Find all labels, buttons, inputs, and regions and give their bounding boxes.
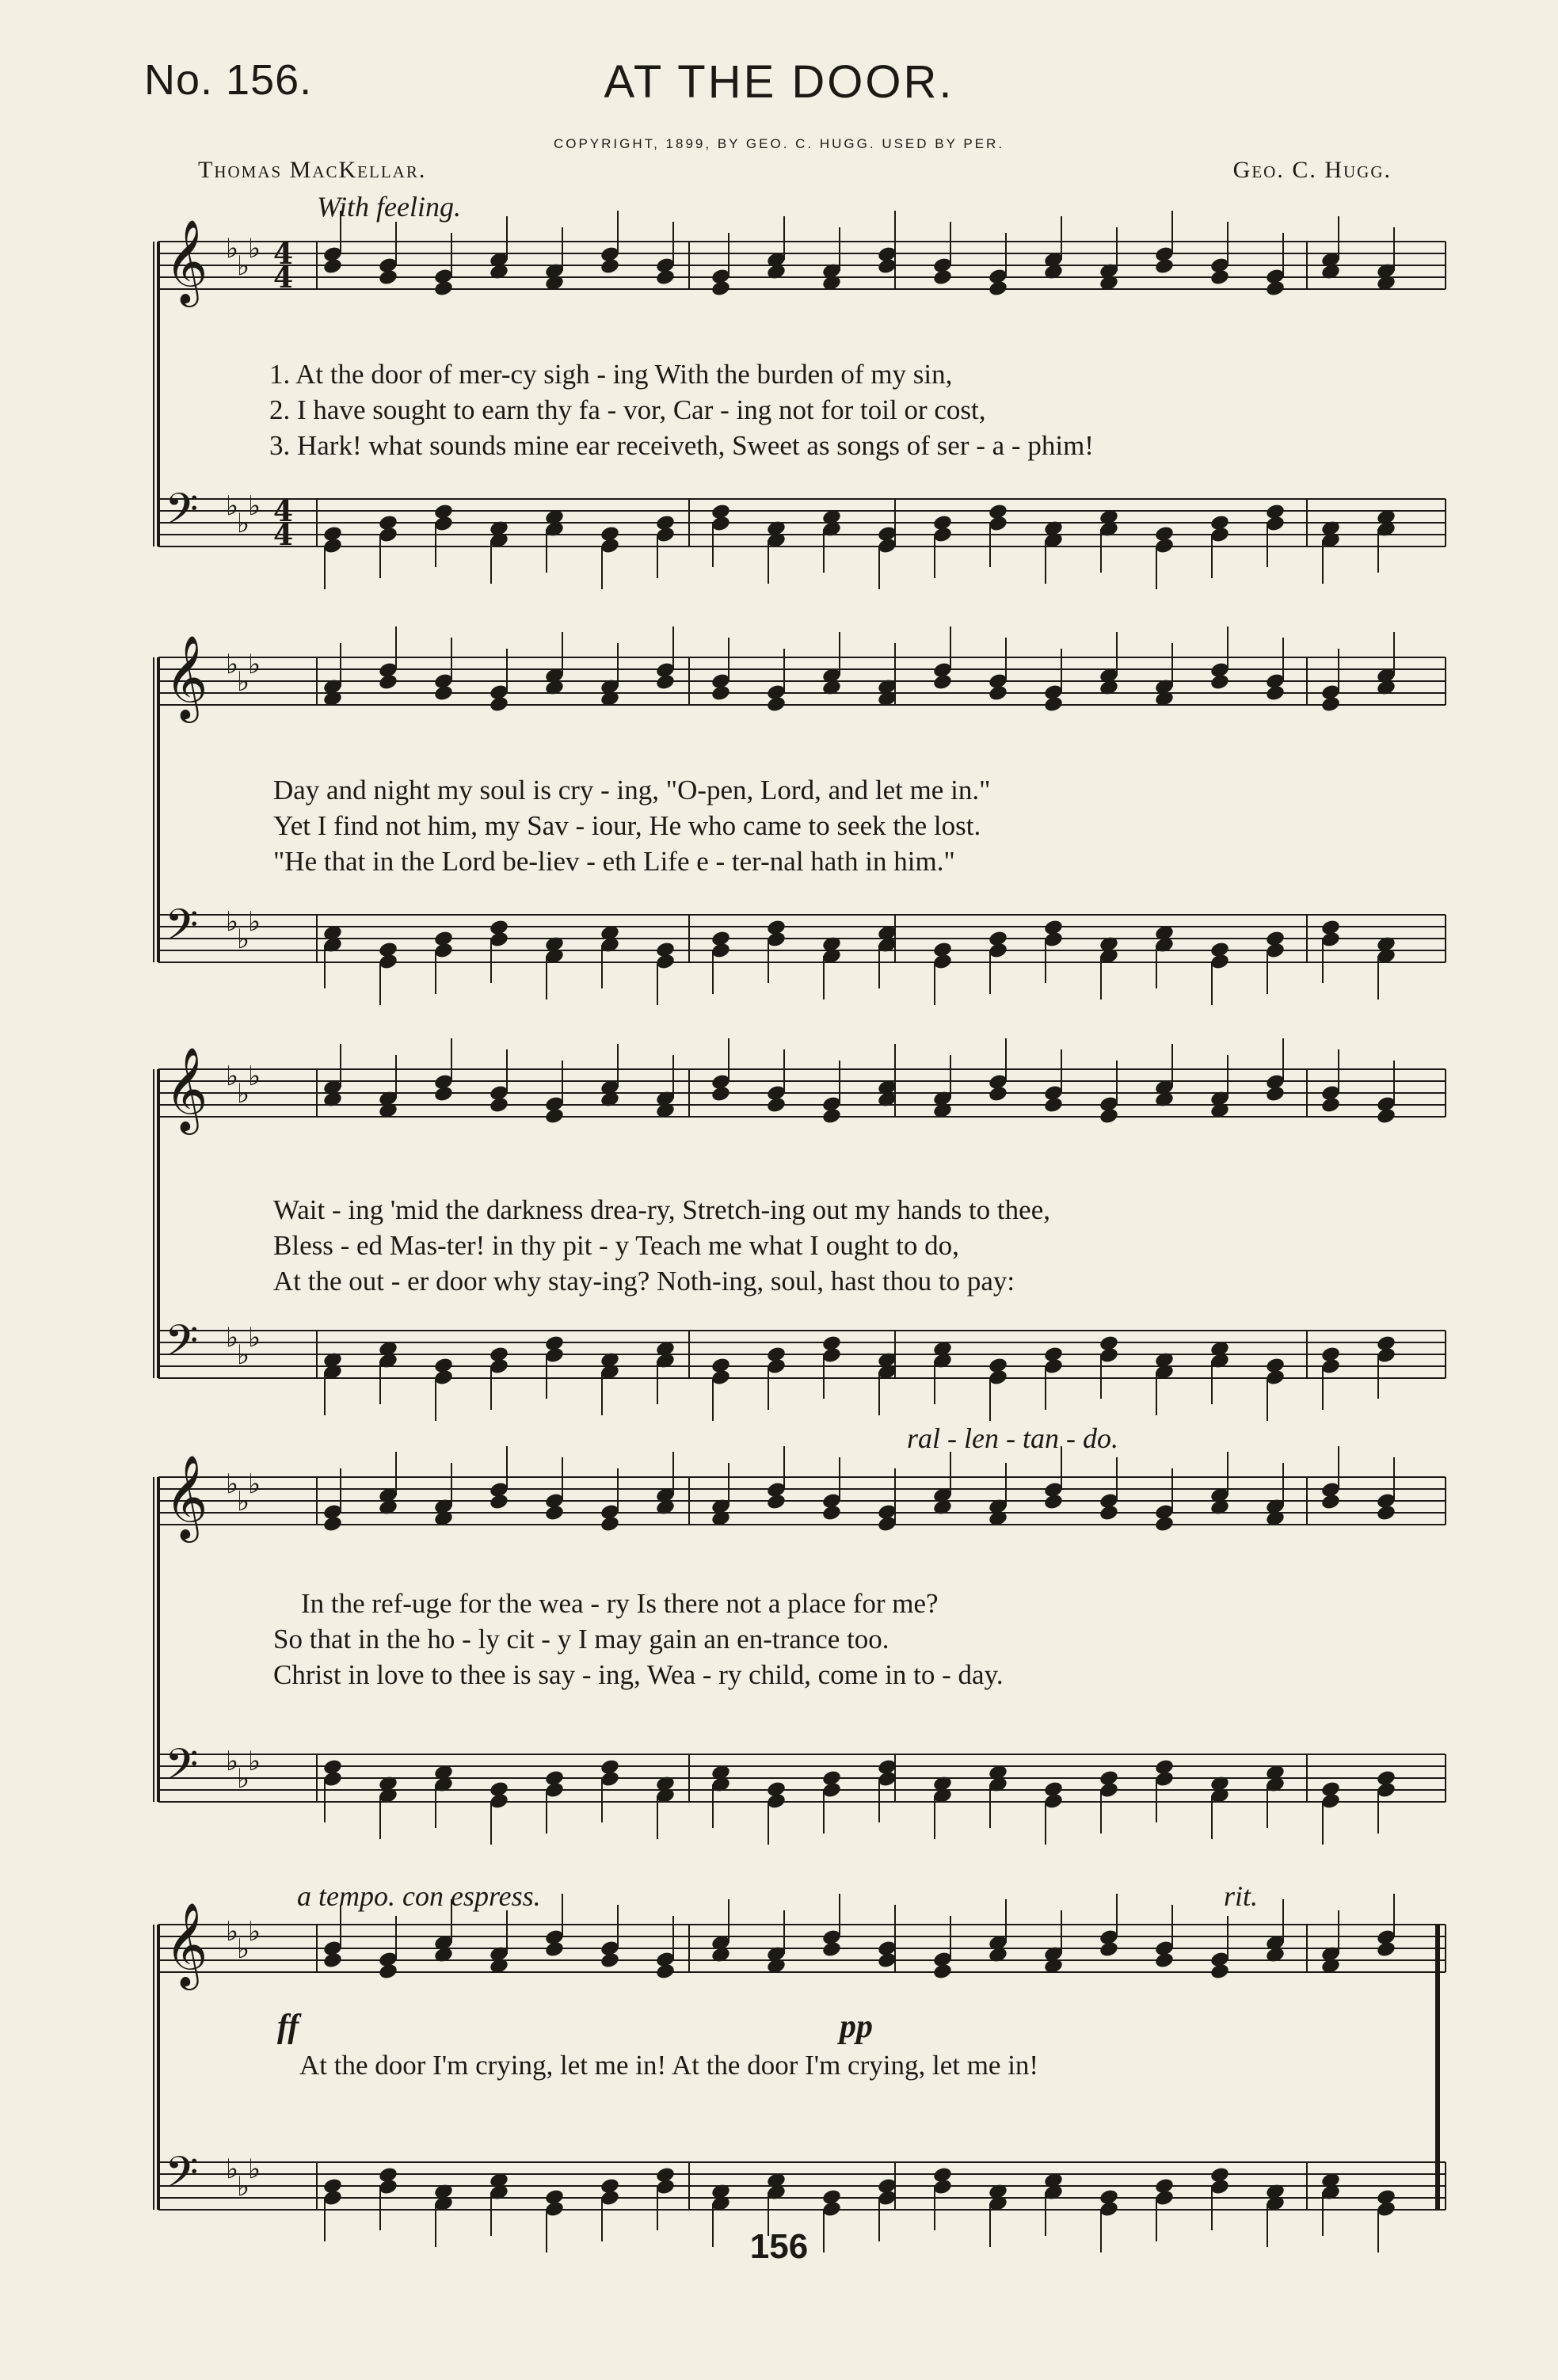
flat-icon: ♭	[226, 233, 239, 265]
note-head	[1209, 268, 1230, 287]
flat-icon: ♭	[237, 1933, 250, 1965]
lyric-line: Day and night my soul is cry - ing, "O-pen, Lord, and let me in."	[273, 775, 991, 805]
note-head	[932, 1963, 953, 1981]
note-head	[1154, 1515, 1175, 1533]
note-head	[710, 684, 731, 703]
flat-icon: ♭	[237, 666, 250, 698]
a-tempo-marking: a tempo. con espress.	[297, 1880, 541, 1912]
note-head	[544, 1107, 565, 1125]
lyric-line: In the ref-uge for the wea - ry Is there not a place for me?	[301, 1588, 939, 1619]
note-head	[1099, 1107, 1119, 1125]
note-head	[378, 1963, 398, 1981]
bass-clef-icon: 𝄢	[165, 2147, 199, 2208]
note-head	[489, 695, 509, 714]
note-head	[1099, 1940, 1119, 1959]
flat-icon: ♭	[237, 1339, 250, 1371]
note-head	[1265, 280, 1286, 298]
bass-clef-icon: 𝄢	[165, 1316, 199, 1377]
note-head	[821, 1504, 842, 1522]
lyric-line: So that in the ho - ly cit - y I may gain an en-trance too.	[273, 1624, 889, 1655]
note-head	[1320, 695, 1341, 714]
note-head	[1376, 1107, 1396, 1125]
flat-icon: ♭	[248, 649, 261, 680]
flat-icon: ♭	[226, 2153, 239, 2185]
flat-icon: ♭	[226, 1468, 239, 1500]
note-head	[710, 280, 731, 298]
note-head	[600, 1952, 620, 1970]
lyric-line: "He that in the Lord be-liev - eth Life e - ter-nal hath in him."	[273, 846, 955, 877]
note-head	[766, 1096, 787, 1114]
note-head	[1265, 1085, 1286, 1103]
note-head	[988, 1085, 1008, 1103]
note-head	[655, 1963, 676, 1981]
treble-clef-icon: 𝄞	[165, 634, 208, 719]
treble-clef-icon: 𝄞	[165, 219, 208, 303]
note-head	[544, 1940, 565, 1959]
composer-credit: Geo. C. Hugg.	[1232, 157, 1392, 183]
note-head	[1043, 1096, 1064, 1114]
treble-clef-icon: 𝄞	[165, 1902, 208, 1986]
note-head	[433, 684, 454, 703]
flat-icon: ♭	[248, 233, 261, 265]
note-head	[821, 1107, 842, 1125]
treble-clef-icon: 𝄞	[165, 1454, 208, 1539]
note-head	[988, 280, 1008, 298]
flat-icon: ♭	[248, 906, 261, 938]
flat-icon: ♭	[248, 490, 261, 522]
note-head	[988, 684, 1008, 703]
flat-icon: ♭	[226, 906, 239, 938]
note-head	[322, 1952, 343, 1970]
note-head	[1209, 673, 1230, 691]
flat-icon: ♭	[237, 2171, 250, 2203]
flat-icon: ♭	[237, 1078, 250, 1110]
rallentando-marking: ral - len - tan - do.	[907, 1422, 1118, 1454]
note-head	[433, 280, 454, 298]
lyric-line: 1. At the door of mer-cy sigh - ing With the burden of my sin,	[269, 359, 953, 390]
lyric-line: 2. I have sought to earn thy fa - vor, Car - ing not for toil or cost,	[269, 394, 986, 425]
lyric-line: Yet I find not him, my Sav - iour, He who came to seek the lost.	[273, 810, 981, 841]
flat-icon: ♭	[237, 250, 250, 282]
note-head	[600, 257, 620, 276]
note-head	[932, 673, 953, 691]
note-head	[1043, 695, 1064, 714]
flat-icon: ♭	[237, 1486, 250, 1517]
bass-clef-icon: 𝄢	[165, 484, 199, 545]
flat-icon: ♭	[237, 923, 250, 955]
flat-icon: ♭	[226, 1746, 239, 1777]
note-head	[766, 1493, 787, 1511]
lyric-line: 3. Hark! what sounds mine ear receiveth, Sweet as songs of ser - a - phim!	[269, 430, 1094, 461]
note-head	[766, 695, 787, 714]
tempo-marking: With feeling.	[317, 191, 461, 223]
flat-icon: ♭	[226, 1322, 239, 1354]
flat-icon: ♭	[226, 1061, 239, 1092]
flat-icon: ♭	[248, 1061, 261, 1092]
note-head	[489, 1096, 509, 1114]
note-head	[378, 673, 398, 691]
bass-clef-icon: 𝄢	[165, 1739, 199, 1800]
flat-icon: ♭	[226, 490, 239, 522]
note-head	[1376, 1940, 1396, 1959]
flat-icon: ♭	[248, 1322, 261, 1354]
page-number: 156	[749, 2227, 809, 2266]
flat-icon: ♭	[248, 1468, 261, 1500]
flat-icon: ♭	[248, 1746, 261, 1777]
hymn-number: No. 156.	[144, 56, 313, 104]
note-head	[322, 1515, 343, 1533]
flat-icon: ♭	[237, 508, 250, 539]
note-head	[710, 1085, 731, 1103]
time-signature-top: 4	[273, 238, 294, 271]
note-head	[1320, 1096, 1341, 1114]
note-head	[322, 257, 343, 276]
flat-icon: ♭	[248, 2153, 261, 2185]
flat-icon: ♭	[237, 1763, 250, 1795]
note-head	[1099, 1504, 1119, 1522]
time-signature-bottom: 4	[273, 519, 294, 552]
time-signature-bottom: 4	[273, 261, 294, 295]
note-head	[655, 268, 676, 287]
note-head	[821, 1940, 842, 1959]
note-head	[433, 1085, 454, 1103]
note-head	[1376, 1504, 1396, 1522]
note-head	[932, 268, 953, 287]
lyric-line: Wait - ing 'mid the darkness drea-ry, Stretch-ing out my hands to thee,	[273, 1194, 1050, 1225]
lyric-line: Christ in love to thee is say - ing, Wea - ry child, come in to - day.	[273, 1659, 1004, 1690]
note-head	[1154, 1952, 1175, 1970]
lyric-line: At the out - er door why stay-ing? Noth-ing, soul, hast thou to pay:	[273, 1266, 1015, 1297]
flat-icon: ♭	[226, 649, 239, 680]
treble-clef-icon: 𝄞	[165, 1046, 208, 1131]
author-credit: Thomas MacKellar.	[198, 157, 427, 183]
note-head	[1154, 257, 1175, 276]
note-head	[655, 673, 676, 691]
flat-icon: ♭	[248, 1916, 261, 1948]
flat-icon: ♭	[226, 1916, 239, 1948]
hymn-title: AT THE DOOR.	[604, 56, 954, 108]
pianissimo-mark: pp	[840, 2009, 873, 2045]
note-head	[544, 1504, 565, 1522]
note-head	[1320, 1493, 1341, 1511]
note-head	[1265, 684, 1286, 703]
note-head	[1209, 1963, 1230, 1981]
lyric-line: Bless - ed Mas-ter! in thy pit - y Teach me what I ought to do,	[273, 1230, 959, 1261]
bass-clef-icon: 𝄢	[165, 900, 199, 961]
ritardando-marking: rit.	[1224, 1880, 1259, 1912]
note-head	[489, 1493, 509, 1511]
note-head	[600, 1515, 620, 1533]
note-head	[1043, 1493, 1064, 1511]
copyright-notice: COPYRIGHT, 1899, BY GEO. C. HUGG. USED BY PER.	[553, 136, 1005, 151]
lyric-line: At the door I'm crying, let me in! At the door I'm crying, let me in!	[299, 2050, 1039, 2081]
note-head	[378, 268, 398, 287]
time-signature-top: 4	[273, 495, 294, 528]
fortissimo-mark: ff	[277, 2009, 299, 2045]
